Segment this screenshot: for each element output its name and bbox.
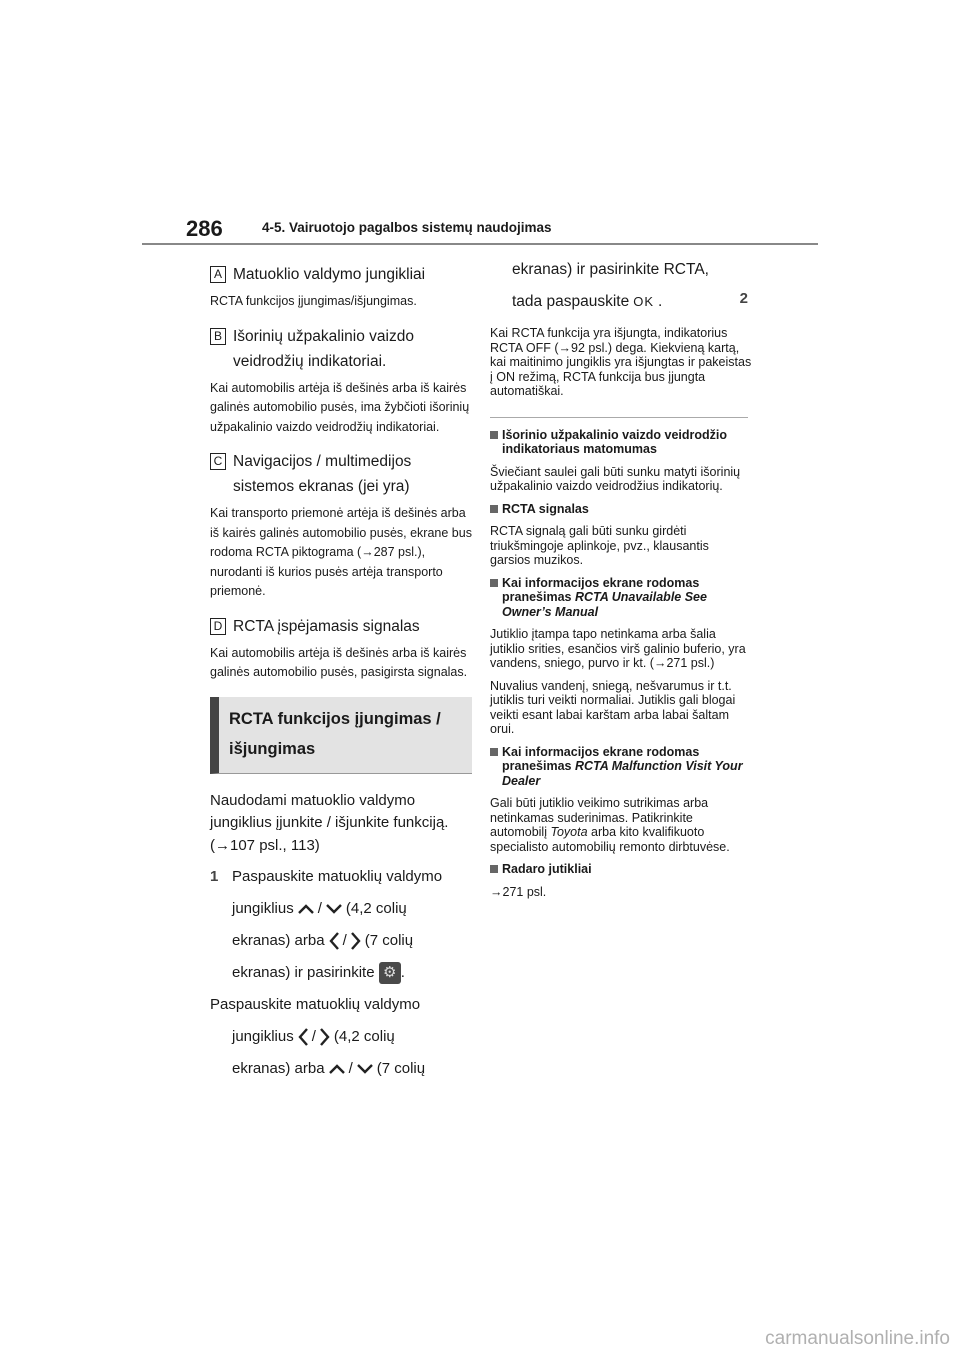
brand-text: Toyota: [550, 825, 588, 839]
note-paragraph: RCTA signalą gali būti sunku girdėti triukšmingoje aplinkoje, pvz., klausantis garsios muzikos.: [490, 524, 709, 567]
step-text: jungiklius: [232, 900, 294, 917]
ok-button-glyph: OK: [633, 294, 654, 309]
chapter-title: 4-5. Vairuotojo pagalbos sistemų naudojimas: [262, 220, 552, 235]
item-title: Išorinių užpakalinio vaizdo veidrodžių indikatoriai.: [233, 327, 414, 370]
note-heading: [490, 745, 752, 789]
continued-step-line: ekranas) ir pasirinkite RCTA,: [512, 261, 709, 278]
chevron-left-icon: [297, 1027, 309, 1047]
step-line: [232, 957, 472, 989]
chevron-right-icon: [350, 931, 362, 951]
step-text: .: [658, 293, 663, 310]
note-heading-text: RCTA signalas: [502, 501, 589, 516]
step-text: (4,2 colių: [345, 900, 407, 917]
step-1: [210, 861, 472, 989]
continued-step-line: [490, 286, 752, 318]
item-title: RCTA įspėjamasis signalas: [233, 617, 420, 635]
chevron-down-icon: [325, 903, 343, 915]
gear-icon: ⚙: [379, 962, 401, 984]
note-paragraph: Kai RCTA funkcija yra išjungta, indikatorius RCTA OFF (→92 psl.) dega. Kiekvieną kartą, kai maitinimo jungiklis yra išjungtas ir pakeistas į ON režimą, RCTA funkcija bus įjungta automatiškai.: [490, 326, 752, 398]
chevron-up-icon: [328, 1063, 346, 1075]
legend-item-a: [210, 262, 472, 312]
alt-step-line: [210, 1053, 472, 1085]
step-text: /: [317, 900, 322, 917]
chevron-right-icon: [319, 1027, 331, 1047]
item-description: Kai transporto priemonė artėja iš dešinės arba iš kairės galinės automobilio pusės, ekrane bus rodoma RCTA piktograma (→287 psl.), nurodanti iš kurios pusės artėja transporto priemonė.: [210, 506, 472, 598]
legend-item-c: [210, 449, 472, 602]
note-heading-text: Išorinio užpakalinio vaizdo veidrodžio indikatoriaus matomumas: [502, 427, 728, 456]
step-text: tada paspauskite: [512, 293, 630, 310]
square-bullet-icon: [490, 579, 498, 587]
right-column: [490, 254, 752, 899]
heading-part: Kai informacijos ekrane rodomas pranešimas: [502, 744, 700, 773]
step-text: (7 colių: [364, 932, 414, 949]
square-bullet-icon: [490, 431, 498, 439]
note-heading: [490, 428, 752, 457]
header-divider: [142, 243, 818, 245]
step-text: /: [311, 1028, 316, 1045]
item-description: Kai automobilis artėja iš dešinės arba iš kairės galinės automobilio pusės, pasigirsta signalas.: [210, 645, 468, 679]
para-part: arba kito kvalifikuoto specialisto automobilių remonto dirbtuvėse.: [490, 825, 730, 854]
note-paragraph: Šviečiant saulei gali būti sunku matyti išorinių užpakalinio vaizdo veidrodžius indikatorių.: [490, 464, 741, 493]
note-paragraph: [490, 796, 752, 854]
step-text: /: [348, 1060, 353, 1077]
step-text: jungiklius: [232, 1028, 294, 1045]
intro-paragraph: Naudodami matuoklio valdymo jungiklius įjunkite / išjunkite funkciją. (→107 psl., 113): [210, 791, 449, 854]
alt-step-line: Paspauskite matuoklių valdymo: [210, 996, 421, 1013]
para-part: Gali būti jutiklio veikimo sutrikimas arba netinkamas suderinimas. Patikrinkite automobilį: [490, 796, 709, 839]
letter-badge: C: [210, 453, 226, 470]
note-paragraph: Nuvalius vandenį, sniegą, nešvarumus ir t.t. jutiklis turi veikti normaliai. Jutiklis gali blogai veikti esant labai karštam arba labai šaltam orui.: [490, 678, 736, 736]
legend-item-b: [210, 324, 472, 438]
square-bullet-icon: [490, 505, 498, 513]
alt-step-line: [210, 1021, 472, 1053]
left-column: [210, 258, 472, 1085]
notes-divider: [490, 417, 748, 418]
chevron-down-icon: [356, 1063, 374, 1075]
section-heading: RCTA funkcijos įjungimas / išjungimas: [210, 697, 472, 774]
item-description: RCTA funkcijos įjungimas/išjungimas.: [210, 294, 417, 308]
watermark: carmanualsonline.info: [765, 1328, 950, 1349]
step-text: /: [342, 932, 347, 949]
step-text: ekranas) ir pasirinkite: [232, 964, 375, 981]
note-heading-text: [502, 745, 752, 789]
square-bullet-icon: [490, 865, 498, 873]
letter-badge: B: [210, 328, 226, 345]
step-line: Paspauskite matuoklių valdymo: [232, 868, 443, 885]
note-paragraph: →271 psl.: [490, 884, 547, 899]
item-title: Matuoklio valdymo jungikliai: [233, 266, 426, 283]
note-heading: [490, 862, 752, 877]
step-number: 1: [210, 868, 219, 885]
item-title: Navigacijos / multimedijos sistemos ekranas (jei yra): [233, 453, 412, 495]
message-text: RCTA Malfunction Visit Your Dealer: [502, 759, 743, 788]
message-text: RCTA Unavailable See Owner’s Manual: [502, 590, 707, 619]
page-number: 286: [186, 216, 223, 241]
legend-item-d: [210, 614, 472, 683]
step-line: [232, 893, 472, 925]
step-text: ekranas) arba: [232, 932, 325, 949]
letter-badge: D: [210, 618, 226, 635]
note-heading-text: [502, 576, 752, 620]
note-heading: [490, 576, 752, 620]
note-heading: [490, 502, 752, 517]
section-tab-number: 2: [739, 290, 748, 307]
step-text: ekranas) arba: [232, 1060, 325, 1077]
step-text: (7 colių: [376, 1060, 426, 1077]
square-bullet-icon: [490, 748, 498, 756]
letter-badge: A: [210, 266, 226, 283]
step-text: (4,2 colių: [333, 1028, 395, 1045]
note-heading-text: Radaro jutikliai: [502, 862, 592, 876]
note-paragraph: Jutiklio įtampa tapo netinkama arba šalia jutiklio srities, esančios virš galinio buferio, yra vandens, sniego, purvo ir kt. (→271 psl.): [490, 627, 746, 670]
chevron-left-icon: [328, 931, 340, 951]
step-line: [232, 925, 472, 957]
chevron-up-icon: [297, 903, 315, 915]
item-description: Kai automobilis artėja iš dešinės arba iš kairės galinės automobilio pusės, ima žybčioti išorinių užpakalinio vaizdo veidrodžių indikatoriai.: [210, 380, 470, 434]
step-text: .: [400, 964, 405, 981]
heading-part: Kai informacijos ekrane rodomas pranešimas: [502, 575, 700, 604]
